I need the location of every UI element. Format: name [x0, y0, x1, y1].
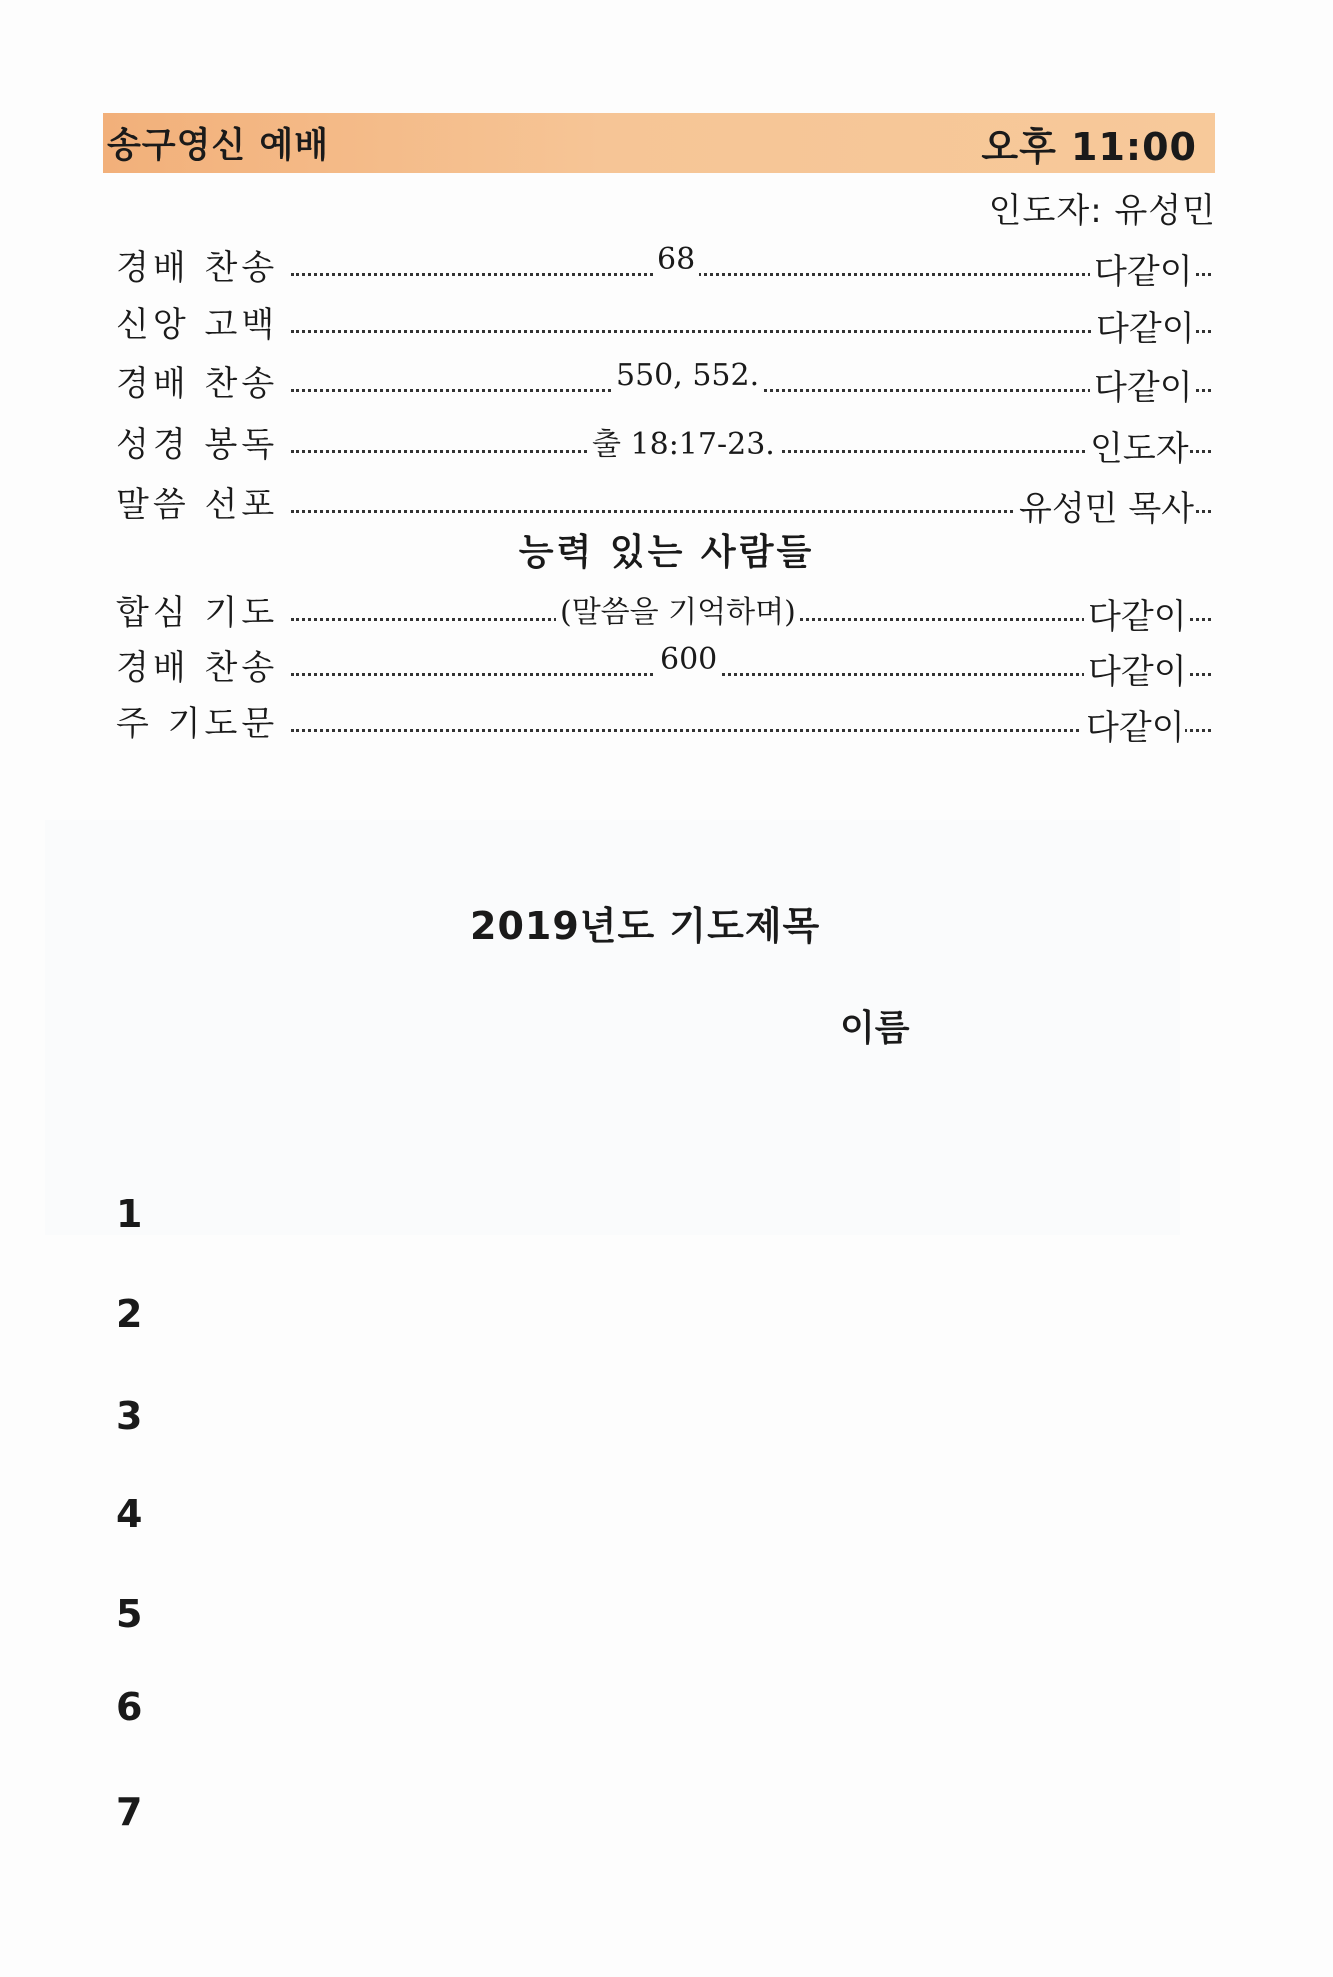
- prayer-number: 4: [116, 1492, 143, 1536]
- order-item-performer: 다같이: [1090, 244, 1193, 293]
- prayer-topics-title: 2019년도 기도제목: [470, 904, 821, 948]
- order-item-label: 주 기도문: [116, 704, 279, 744]
- prayer-number: 3: [116, 1394, 143, 1438]
- order-row: [116, 477, 1196, 527]
- order-item-performer: 다같이: [1082, 700, 1185, 749]
- prayer-number: 5: [116, 1592, 143, 1636]
- sermon-title: 능력 있는 사람들: [518, 532, 815, 573]
- dot-leader: [291, 729, 1211, 732]
- order-item-performer: 다같이: [1090, 360, 1193, 409]
- dot-leader: [291, 273, 1211, 276]
- order-item-label: 경배 찬송: [116, 248, 279, 288]
- order-item-performer: 유성민 목사: [1015, 481, 1194, 530]
- name-label: 이름: [840, 1008, 910, 1049]
- leader-name: 인도자: 유성민: [988, 191, 1216, 231]
- order-item-detail: 출 18:17-23.: [588, 419, 779, 463]
- prayer-number: 1: [116, 1192, 143, 1236]
- order-item-performer: 다같이: [1084, 589, 1187, 638]
- prayer-number: 6: [116, 1685, 143, 1729]
- order-item-detail: 68: [653, 242, 699, 277]
- order-item-detail: 550, 552.: [612, 358, 763, 393]
- order-row: [116, 585, 1196, 635]
- order-row: [116, 297, 1196, 347]
- order-row: [116, 417, 1196, 467]
- order-item-performer: 다같이: [1084, 644, 1187, 693]
- order-item-detail: (말씀을 기억하며): [556, 587, 800, 631]
- faded-background-area: [45, 820, 1180, 1235]
- service-time: 오후 11:00: [981, 124, 1197, 169]
- order-item-label: 성경 봉독: [116, 425, 279, 465]
- order-item-label: 신앙 고백: [116, 305, 279, 345]
- order-item-label: 경배 찬송: [116, 364, 279, 404]
- order-item-label: 합심 기도: [116, 593, 279, 633]
- order-item-performer: 다같이: [1092, 301, 1195, 350]
- order-item-detail: 600: [656, 642, 721, 677]
- order-item-label: 경배 찬송: [116, 648, 279, 688]
- service-title: 송구영신 예배: [107, 126, 330, 166]
- order-row: [116, 356, 1196, 406]
- order-item-performer: 인도자: [1086, 421, 1189, 470]
- prayer-number: 7: [116, 1790, 143, 1834]
- service-header-bar: [103, 113, 1215, 173]
- order-row: [116, 696, 1196, 746]
- dot-leader: [291, 673, 1211, 676]
- prayer-number: 2: [116, 1292, 143, 1336]
- order-row: [116, 640, 1196, 690]
- order-row: [116, 240, 1196, 290]
- order-item-label: 말씀 선포: [116, 485, 279, 525]
- dot-leader: [291, 330, 1211, 333]
